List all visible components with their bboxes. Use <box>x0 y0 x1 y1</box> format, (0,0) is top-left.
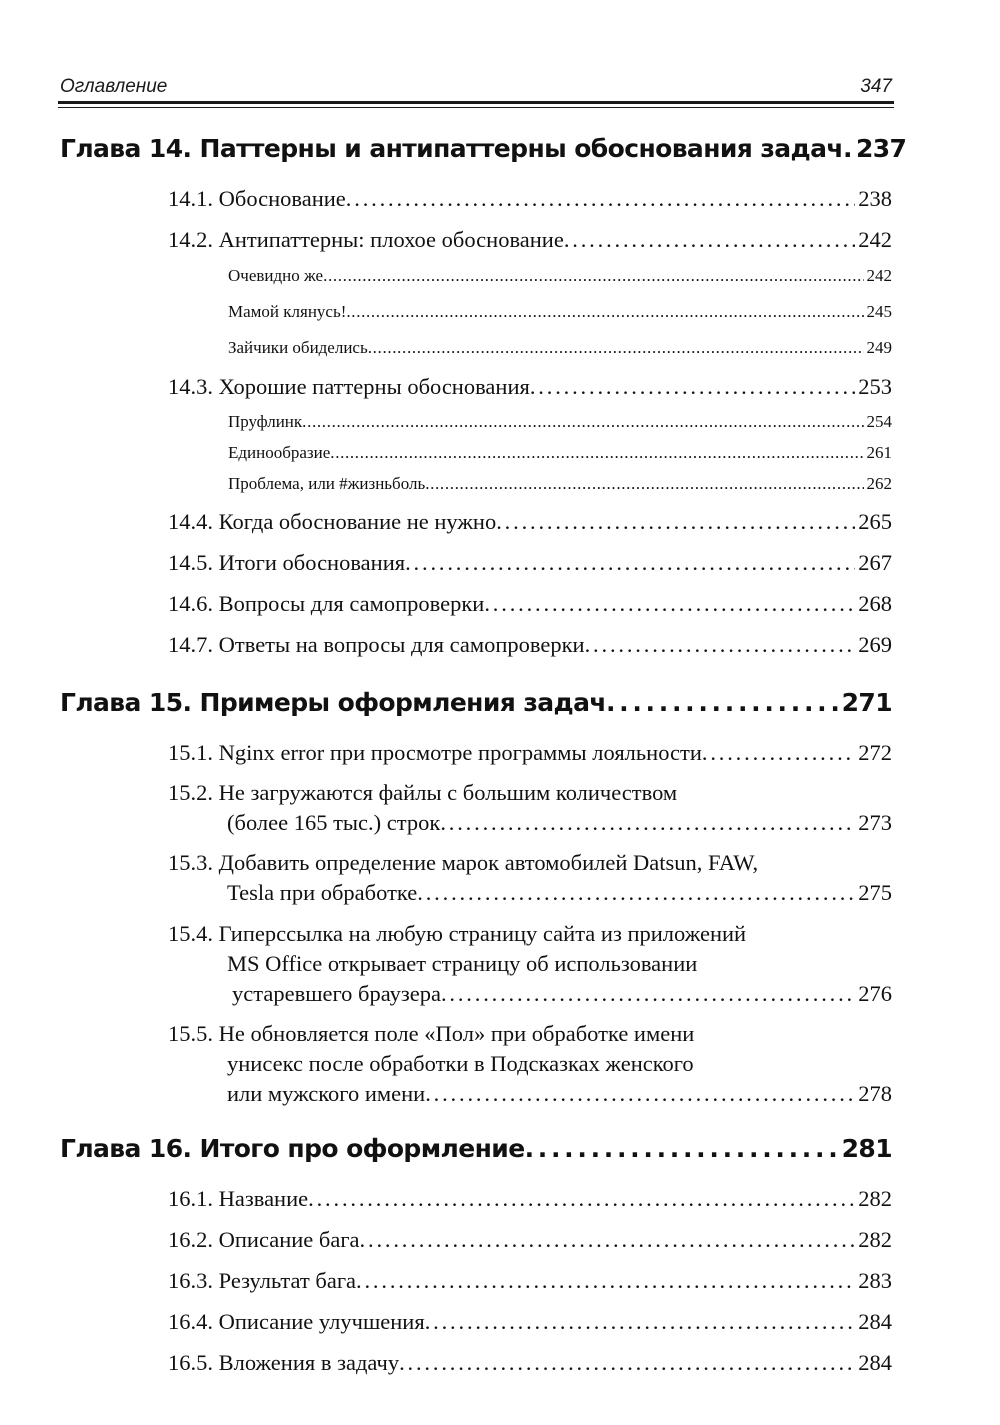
leader-dots <box>356 1268 855 1294</box>
leader-dots <box>530 374 855 400</box>
toc-entry[interactable] <box>168 1227 892 1253</box>
toc-subentry[interactable] <box>228 302 892 322</box>
entry-label-line: 15.5. Не обновляется поле «Пол» при обработке имени <box>168 1021 695 1046</box>
leader-dots <box>702 740 855 766</box>
toc-entry[interactable] <box>168 591 892 617</box>
subentry-page: 261 <box>866 443 892 462</box>
subentry-page: 245 <box>866 302 892 321</box>
entry-label: 14.5. Итоги обоснования <box>168 550 406 575</box>
toc-entry[interactable] <box>168 1309 892 1335</box>
toc-subentry[interactable] <box>228 474 892 494</box>
toc-subentry[interactable] <box>228 443 892 463</box>
leader-dots <box>496 509 855 535</box>
entry-page: 268 <box>858 591 892 616</box>
entry-label-line: MS Office открывает страницу об использовании <box>227 951 698 976</box>
leader-dots <box>425 1309 856 1335</box>
leader-dots <box>308 1186 855 1212</box>
leader-dots <box>302 412 863 432</box>
toc-subentry[interactable] <box>228 338 892 358</box>
entry-label-line: Tesla при обработке <box>227 880 418 905</box>
toc-entry[interactable] <box>168 1268 892 1294</box>
leader-dots <box>360 1227 856 1253</box>
header-rule-thin <box>58 107 894 108</box>
leader-dots <box>346 186 855 212</box>
leader-dots <box>606 688 839 717</box>
toc-entry[interactable] <box>168 740 892 766</box>
page-number: 347 <box>860 76 892 97</box>
leader-dots <box>440 808 855 838</box>
subentry-page: 242 <box>866 266 892 285</box>
leader-dots <box>525 1134 839 1163</box>
entry-page: 267 <box>858 550 892 575</box>
entry-label-line: 15.2. Не загружаются файлы с большим количеством <box>168 780 678 805</box>
entry-page: 265 <box>858 509 892 534</box>
leader-dots <box>323 266 863 286</box>
entry-label-line: унисекс после обработки в Подсказках женского <box>227 1051 694 1076</box>
entry-label: 16.5. Вложения в задачу <box>168 1350 400 1375</box>
chapter-title: Глава 15. Примеры оформления задач <box>60 688 606 717</box>
leader-dots <box>843 134 853 163</box>
entry-page: 284 <box>858 1350 892 1375</box>
entry-label-line: 15.3. Добавить определение марок автомобилей Datsun, FAW, <box>168 850 759 875</box>
entry-label: 14.4. Когда обоснование не нужно <box>168 509 497 534</box>
running-header <box>58 76 894 102</box>
entry-label: 14.1. Обоснование <box>168 186 346 211</box>
entry-page: 275 <box>858 880 892 905</box>
subentry-label: Пруфлинк <box>228 412 303 431</box>
subentry-label: Зайчики обиделись <box>228 338 368 357</box>
entry-page: 284 <box>858 1309 892 1334</box>
toc-entry[interactable] <box>168 1350 892 1376</box>
entry-label: 16.1. Название <box>168 1186 309 1211</box>
toc-entry[interactable] <box>168 1186 892 1212</box>
entry-page: 269 <box>858 632 892 657</box>
subentry-label: Единообразие <box>228 443 331 462</box>
entry-label: 14.7. Ответы на вопросы для самопроверки <box>168 632 585 657</box>
toc-subentry[interactable] <box>228 412 892 432</box>
entry-label-line: устаревшего браузера <box>232 981 441 1006</box>
entry-label: 15.1. Nginx error при просмотре программы лояльности <box>168 740 702 765</box>
subentry-page: 262 <box>866 474 892 493</box>
running-title: Оглавление <box>60 76 168 97</box>
entry-label: 16.2. Описание бага <box>168 1227 360 1252</box>
entry-label: 14.6. Вопросы для самопроверки <box>168 591 485 616</box>
leader-dots <box>585 632 856 658</box>
chapter-page: 271 <box>841 688 892 717</box>
subentry-page: 249 <box>866 338 892 357</box>
entry-page: 278 <box>858 1081 892 1106</box>
toc-entry[interactable] <box>168 632 892 658</box>
toc-entry-multiline[interactable] <box>168 919 892 1009</box>
chapter-title: Глава 14. Паттерны и антипаттерны обоснования задач <box>60 134 843 163</box>
toc-entry-multiline[interactable] <box>168 778 892 838</box>
toc-entry[interactable] <box>168 509 892 535</box>
toc-chapter[interactable] <box>60 134 907 163</box>
toc-entry[interactable] <box>168 227 892 253</box>
leader-dots <box>368 338 864 358</box>
chapter-page: 237 <box>855 134 907 163</box>
entry-label: 14.3. Хорошие паттерны обоснования <box>168 374 530 399</box>
leader-dots <box>330 443 863 463</box>
leader-dots <box>484 591 855 617</box>
toc-entry[interactable] <box>168 550 892 576</box>
toc-entry-multiline[interactable] <box>168 1019 892 1109</box>
subentry-label: Проблема, или #жизньболь <box>228 474 426 493</box>
entry-label-line: (более 165 тыс.) строк <box>227 810 441 835</box>
toc-chapter[interactable] <box>60 1134 892 1163</box>
entry-page: 276 <box>858 981 892 1006</box>
chapter-title: Глава 16. Итого про оформление <box>60 1134 525 1163</box>
entry-label-line: 15.4. Гиперссылка на любую страницу сайта из приложений <box>168 921 747 946</box>
entry-page: 242 <box>858 227 892 252</box>
leader-dots <box>405 550 855 576</box>
leader-dots <box>425 1079 855 1109</box>
leader-dots <box>346 302 863 322</box>
toc-entry[interactable] <box>168 374 892 400</box>
entry-page: 282 <box>858 1186 892 1211</box>
entry-label: 14.2. Антипаттерны: плохое обоснование <box>168 227 564 252</box>
entry-page: 273 <box>858 810 892 835</box>
leader-dots <box>417 878 855 908</box>
entry-page: 282 <box>858 1227 892 1252</box>
leader-dots <box>564 227 855 253</box>
chapter-page: 281 <box>841 1134 892 1163</box>
entry-label: 16.4. Описание улучшения <box>168 1309 425 1334</box>
leader-dots <box>425 474 863 494</box>
entry-page: 253 <box>858 374 892 399</box>
header-rule <box>58 101 894 104</box>
entry-page: 238 <box>858 186 892 211</box>
toc-entry[interactable] <box>168 186 892 212</box>
entry-page: 272 <box>858 740 892 765</box>
toc-chapter[interactable] <box>60 688 892 717</box>
entry-label-line: или мужского имени <box>227 1081 426 1106</box>
leader-dots <box>399 1350 855 1376</box>
toc-entry-multiline[interactable] <box>168 848 892 908</box>
leader-dots <box>441 979 855 1009</box>
subentry-label: Мамой клянусь! <box>228 302 347 321</box>
toc-subentry[interactable] <box>228 266 892 286</box>
entry-label: 16.3. Результат бага <box>168 1268 357 1293</box>
subentry-label: Очевидно же <box>228 266 324 285</box>
subentry-page: 254 <box>866 412 892 431</box>
entry-page: 283 <box>858 1268 892 1293</box>
